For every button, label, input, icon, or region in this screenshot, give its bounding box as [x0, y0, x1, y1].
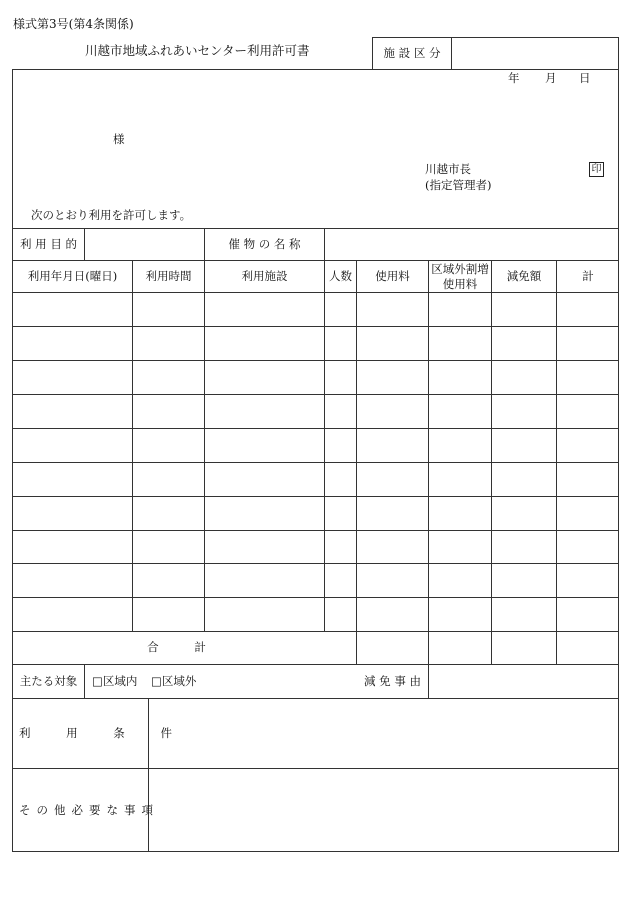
- date-month-label: 月: [545, 71, 557, 85]
- fee-cell[interactable]: [357, 361, 428, 394]
- facility-category-label: 施 設 区 分: [383, 45, 441, 60]
- fee-cell[interactable]: [357, 564, 428, 597]
- reduction-cell[interactable]: [492, 327, 556, 360]
- total-cell[interactable]: [557, 598, 619, 631]
- surcharge-cell[interactable]: [429, 429, 491, 462]
- reduction-cell[interactable]: [492, 361, 556, 394]
- total-cell[interactable]: [557, 429, 619, 462]
- date-cell[interactable]: [13, 531, 132, 563]
- time-cell[interactable]: [133, 463, 204, 496]
- total-sum-cell[interactable]: [557, 632, 619, 664]
- people-cell[interactable]: [325, 395, 356, 428]
- header-date: 利用年月日(曜日): [27, 268, 118, 283]
- reduction-cell[interactable]: [492, 598, 556, 631]
- surcharge-cell[interactable]: [429, 497, 491, 530]
- issuer-title: 川越市長: [425, 162, 471, 176]
- total-fee-cell[interactable]: [357, 632, 428, 664]
- facility-cell[interactable]: [205, 463, 324, 496]
- facility-cell[interactable]: [205, 361, 324, 394]
- seal-mark: 印: [589, 162, 604, 177]
- header-total: 計: [582, 268, 594, 283]
- purpose-label: 利 用 目 的: [20, 236, 77, 251]
- people-cell[interactable]: [325, 497, 356, 530]
- reduction-reason-field[interactable]: [429, 665, 619, 698]
- total-cell[interactable]: [557, 361, 619, 394]
- people-cell[interactable]: [325, 463, 356, 496]
- facility-cell[interactable]: [205, 395, 324, 428]
- fee-cell[interactable]: [357, 463, 428, 496]
- people-cell[interactable]: [325, 598, 356, 631]
- reduction-cell[interactable]: [492, 293, 556, 326]
- surcharge-cell[interactable]: [429, 598, 491, 631]
- time-cell[interactable]: [133, 429, 204, 462]
- conditions-field[interactable]: [149, 699, 619, 768]
- time-cell[interactable]: [133, 293, 204, 326]
- date-year-label: 年: [508, 71, 520, 85]
- total-cell[interactable]: [557, 531, 619, 563]
- conditions-label: 利 用 条 件: [19, 725, 188, 740]
- people-cell[interactable]: [325, 531, 356, 563]
- fee-cell[interactable]: [357, 395, 428, 428]
- fee-cell[interactable]: [357, 429, 428, 462]
- total-cell[interactable]: [557, 293, 619, 326]
- header-people: 人数: [329, 268, 352, 283]
- target-option-outside[interactable]: □区域外: [151, 674, 197, 688]
- reduction-cell[interactable]: [492, 395, 556, 428]
- surcharge-cell[interactable]: [429, 531, 491, 563]
- facility-cell[interactable]: [205, 531, 324, 563]
- people-cell[interactable]: [325, 564, 356, 597]
- reduction-cell[interactable]: [492, 564, 556, 597]
- total-cell[interactable]: [557, 395, 619, 428]
- event-name-label: 催 物 の 名 称: [228, 236, 301, 251]
- total-cell[interactable]: [557, 327, 619, 360]
- facility-cell[interactable]: [205, 497, 324, 530]
- fee-cell[interactable]: [357, 327, 428, 360]
- time-cell[interactable]: [133, 531, 204, 563]
- header-reduction: 減免額: [506, 268, 542, 283]
- fee-cell[interactable]: [357, 531, 428, 563]
- time-cell[interactable]: [133, 327, 204, 360]
- form-number: 様式第3号(第4条関係): [13, 17, 134, 31]
- time-cell[interactable]: [133, 564, 204, 597]
- surcharge-cell[interactable]: [429, 564, 491, 597]
- reduction-cell[interactable]: [492, 429, 556, 462]
- time-cell[interactable]: [133, 598, 204, 631]
- surcharge-cell[interactable]: [429, 361, 491, 394]
- time-cell[interactable]: [133, 361, 204, 394]
- facility-cell[interactable]: [205, 293, 324, 326]
- total-reduction-cell[interactable]: [492, 632, 556, 664]
- reduction-cell[interactable]: [492, 531, 556, 563]
- date-day-label: 日: [579, 71, 591, 85]
- issuer-manager: (指定管理者): [425, 178, 492, 192]
- people-cell[interactable]: [325, 327, 356, 360]
- reduction-cell[interactable]: [492, 463, 556, 496]
- event-name-field[interactable]: [325, 229, 619, 260]
- surcharge-cell[interactable]: [429, 463, 491, 496]
- header-facility: 利用施設: [241, 268, 288, 283]
- fee-cell[interactable]: [357, 598, 428, 631]
- people-cell[interactable]: [325, 429, 356, 462]
- total-cell[interactable]: [557, 564, 619, 597]
- facility-cell[interactable]: [205, 564, 324, 597]
- reduction-reason-label: 減 免 事 由: [364, 673, 421, 688]
- date-cell[interactable]: [13, 598, 132, 631]
- total-cell[interactable]: [557, 463, 619, 496]
- date-cell[interactable]: [13, 463, 132, 496]
- surcharge-cell[interactable]: [429, 395, 491, 428]
- target-option-inside[interactable]: □区域内: [92, 674, 138, 688]
- surcharge-cell[interactable]: [429, 293, 491, 326]
- header-time: 利用時間: [145, 268, 192, 283]
- facility-cell[interactable]: [205, 429, 324, 462]
- facility-cell[interactable]: [205, 327, 324, 360]
- addressee-honorific: 様: [113, 132, 125, 146]
- purpose-field[interactable]: [85, 229, 204, 260]
- date-cell[interactable]: [13, 327, 132, 360]
- date-cell[interactable]: [13, 429, 132, 462]
- facility-category-field[interactable]: [452, 38, 618, 69]
- facility-cell[interactable]: [205, 598, 324, 631]
- reduction-cell[interactable]: [492, 497, 556, 530]
- total-cell[interactable]: [557, 497, 619, 530]
- other-label: その他必要な事項: [19, 802, 159, 817]
- date-cell[interactable]: [13, 497, 132, 530]
- form-title: 川越市地域ふれあいセンター利用許可書: [85, 43, 310, 58]
- time-cell[interactable]: [133, 497, 204, 530]
- date-cell[interactable]: [13, 293, 132, 326]
- total-label: 合 計: [147, 640, 222, 655]
- header-fee: 使用料: [375, 268, 410, 283]
- target-label: 主たる対象: [19, 673, 78, 688]
- header-outside-surcharge: 区域外割増 使用料: [431, 262, 489, 291]
- total-surcharge-cell[interactable]: [429, 632, 491, 664]
- other-field[interactable]: [149, 769, 619, 852]
- people-cell[interactable]: [325, 293, 356, 326]
- surcharge-cell[interactable]: [429, 327, 491, 360]
- date-cell[interactable]: [13, 361, 132, 394]
- permission-statement: 次のとおり利用を許可します。: [31, 208, 192, 222]
- fee-cell[interactable]: [357, 497, 428, 530]
- people-cell[interactable]: [325, 361, 356, 394]
- date-cell[interactable]: [13, 564, 132, 597]
- time-cell[interactable]: [133, 395, 204, 428]
- date-cell[interactable]: [13, 395, 132, 428]
- fee-cell[interactable]: [357, 293, 428, 326]
